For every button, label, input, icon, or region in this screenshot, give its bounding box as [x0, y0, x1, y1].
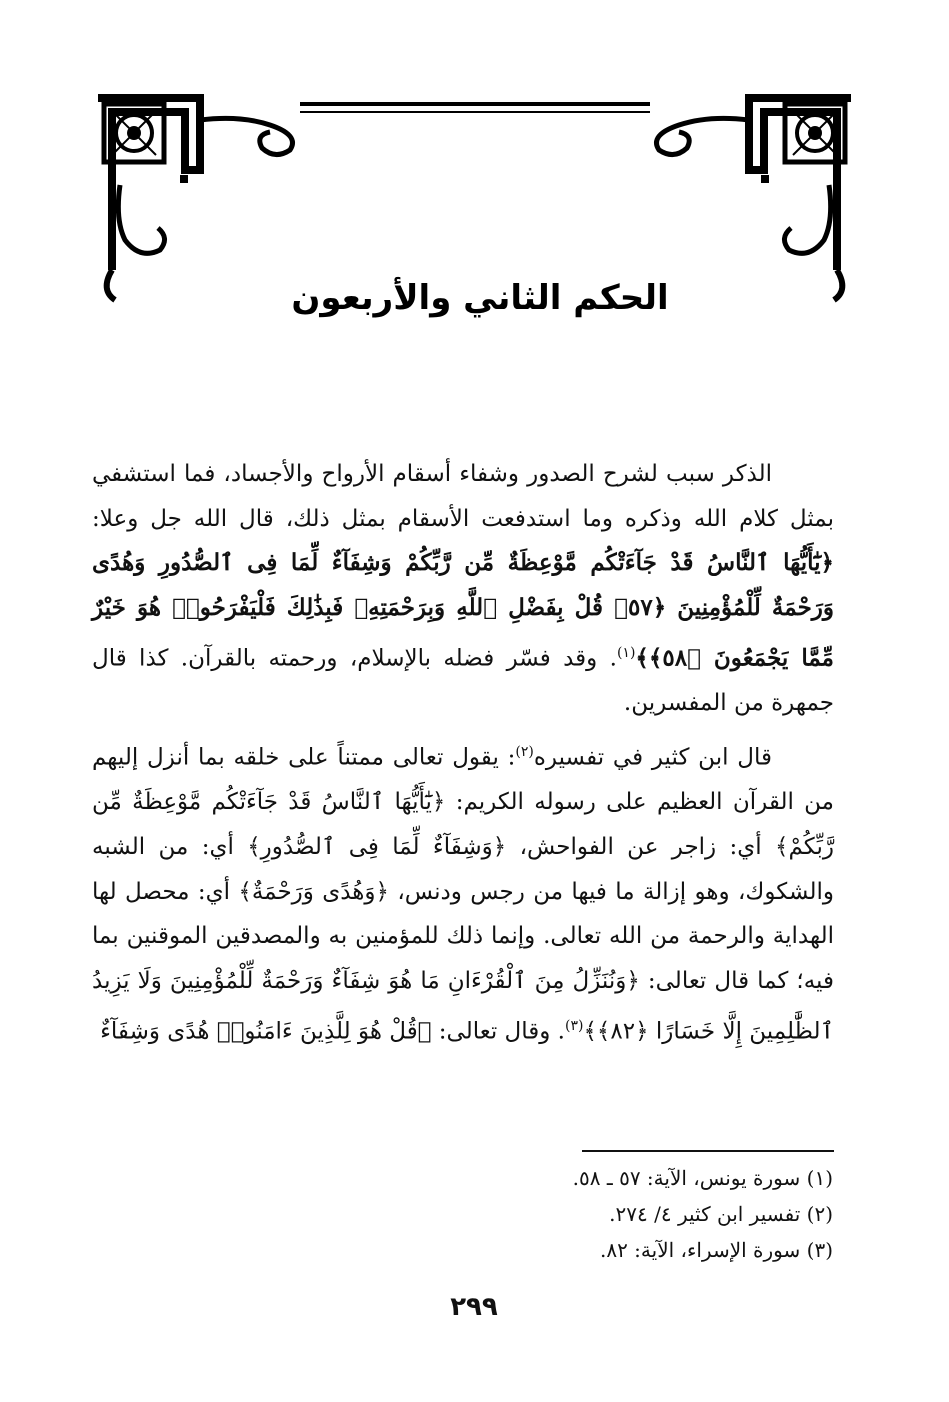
footnote-1: (١) سورة يونس، الآية: ٥٧ ـ ٥٨. — [572, 1166, 833, 1190]
page-number: ٢٩٩ — [450, 1292, 498, 1322]
paragraph-2-text-start: قال ابن كثير في تفسيره — [533, 744, 772, 771]
paragraph-2 — [92, 730, 834, 1054]
footnote-2: (٢) تفسير ابن كثير ٤/ ٢٧٤. — [609, 1202, 833, 1226]
paragraph-1-text-end: . وقد فسّر فضله بالإسلام، ورحمته بالقرآن. كذا قال جمهرة من المفسرين. — [92, 645, 834, 717]
footnote-ref-2: (٢) — [515, 743, 534, 760]
paragraph-1-text-start: الذكر سبب لشرح الصدور وشفاء أسقام الأرواح والأجساد، فما استشفي بمثل كلام الله وذكره وما استدفعت الأسقام بمثل ذلك، قال الله جل وعلا: — [92, 461, 834, 532]
footnote-3: (٣) سورة الإسراء، الآية: ٨٢. — [599, 1238, 833, 1262]
footnotes — [333, 1160, 833, 1268]
paragraph-2-text-middle: : يقول تعالى ممتناً على خلقه بما أنزل إليهم من القرآن العظيم على رسوله الكريم: ﴿يَٰٓأَيُّهَا ٱلنَّاسُ قَدْ جَآءَتْكُم مَّوْعِظَةٌ مِّن رَّبِّكُمْ﴾ أي: زاجر عن الفواحش، ﴿وَشِفَآءٌ لِّمَا فِى ٱلصُّدُورِ﴾ أي: من الشبه والشكوك، وهو إزالة ما فيها من رجس ودنس، ﴿وَهُدًى وَرَحْمَةٌ﴾ أي: محصل لها الهداية والرحمة من الله تعالى. وإنما ذلك للمؤمنين به والمصدقين الموقنين بما فيه؛ كما قال تعالى: ﴿وَنُنَزِّلُ مِنَ ٱلْقُرْءَانِ مَا هُوَ شِفَآءٌ وَرَحْمَةٌ لِّلْمُؤْمِنِينَ وَلَا يَزِيدُ ٱلظَّٰلِمِينَ إِلَّا خَسَارًا ﴿٨٢﴾﴾ — [92, 744, 834, 1045]
chapter-title: الحكم الثاني والأربعون — [291, 278, 669, 318]
footnote-divider — [582, 1150, 834, 1152]
footnote-ref-3: (٣) — [564, 1017, 584, 1034]
paragraph-1 — [92, 452, 834, 726]
quran-verse-yunus: ﴿يَٰٓأَيُّهَا ٱلنَّاسُ قَدْ جَآءَتْكُم مَّوْعِظَةٌ مِّن رَّبِّكُمْ وَشِفَآءٌ لِّمَا فِى ٱلصُّدُورِ وَهُدًى وَرَحْمَةٌ لِّلْمُؤْمِنِينَ ﴿٥٧﴾ قُلْ بِفَضْلِ ٱللَّهِ وَبِرَحْمَتِهِۦ فَبِذَٰلِكَ فَلْيَفْرَحُوا۟ هُوَ خَيْرٌ مِّمَّا يَجْمَعُونَ ﴿٥٨﴾﴾ — [92, 549, 834, 672]
paragraph-2-text-end: . وقال تعالى: ﴿قُلْ هُوَ لِلَّذِينَ ءَامَنُوا۟ هُدًى وَشِفَآءٌ — [100, 1018, 565, 1045]
main-text — [92, 452, 834, 1058]
footnote-ref-1: (١) — [616, 644, 636, 661]
